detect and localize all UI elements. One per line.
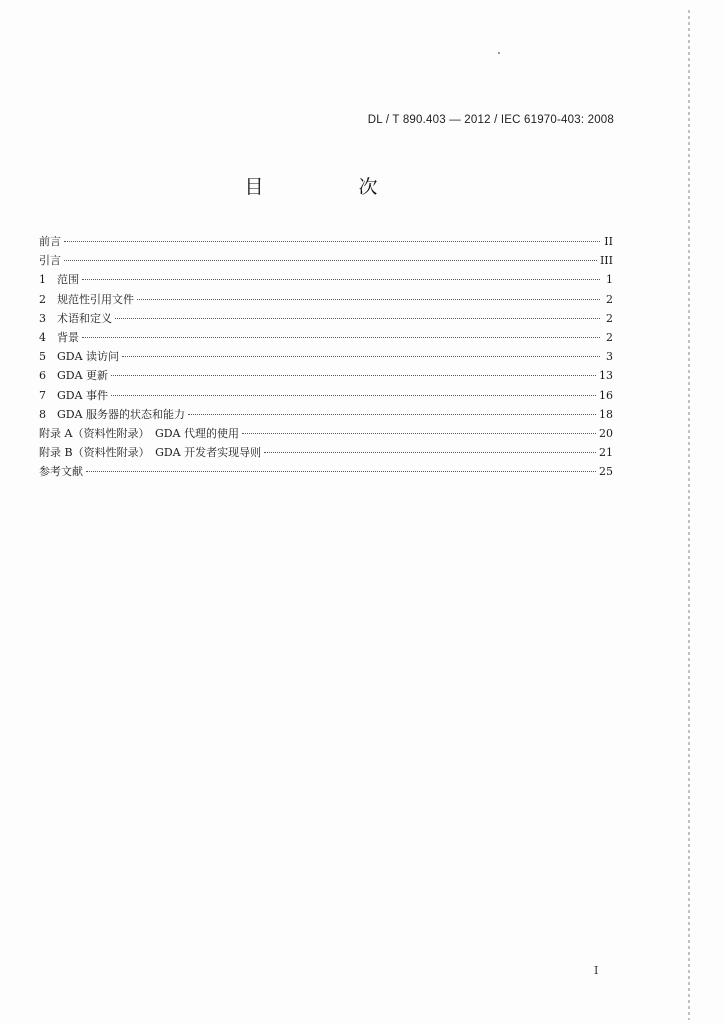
toc-entry-page: 18	[599, 407, 613, 421]
toc-entry-label: 引言	[39, 254, 61, 268]
dot-leader	[188, 414, 596, 415]
toc-entry-page: 20	[599, 426, 613, 440]
toc-entry-page: 2	[606, 330, 613, 344]
toc-entry-number: 6	[39, 369, 46, 383]
dot-leader	[64, 241, 600, 242]
dot-leader	[86, 471, 596, 472]
toc-entry-background[interactable]	[39, 328, 613, 347]
dot-leader	[111, 395, 596, 396]
toc-entry-label: GDA 读访问	[57, 350, 120, 364]
toc-entry-label: 术语和定义	[57, 311, 112, 325]
toc-entry-page: II	[604, 235, 613, 248]
toc-entry-page: III	[599, 254, 613, 268]
toc-entry-gda-read-access[interactable]	[39, 347, 613, 366]
toc-entry-introduction[interactable]	[39, 251, 613, 270]
scan-speck	[498, 52, 500, 54]
toc-entry-number: 3	[39, 311, 46, 325]
toc-entry-page: 1	[606, 273, 613, 287]
toc-entry-number: 1	[39, 273, 46, 287]
dot-leader	[82, 337, 600, 338]
toc-entry-terms-definitions[interactable]	[39, 309, 613, 328]
toc-entry-appendix-b[interactable]	[39, 443, 613, 462]
standard-code-header: DL / T 890.403 — 2012 / IEC 61970-403: 2008	[367, 114, 614, 126]
toc-entry-label: GDA 更新	[57, 369, 109, 383]
toc-entry-page: 13	[599, 369, 613, 383]
toc-entry-appendix-a[interactable]	[39, 424, 613, 443]
toc-entry-page: 25	[599, 465, 613, 479]
dot-leader	[264, 452, 596, 453]
dot-leader	[242, 433, 596, 434]
toc-entry-number: 7	[39, 388, 46, 402]
toc-entry-label: 背景	[57, 330, 79, 344]
toc-entry-number: 5	[39, 350, 46, 364]
toc-entry-normative-references[interactable]	[39, 290, 613, 309]
toc-entry-scope[interactable]	[39, 270, 613, 289]
page-number: I	[594, 964, 599, 977]
toc-entry-number: 4	[39, 330, 46, 344]
toc-entry-label: 附录 B（资料性附录） GDA 开发者实现导则	[39, 446, 262, 460]
toc-entry-page: 21	[599, 446, 613, 460]
dot-leader	[122, 356, 600, 357]
toc-entry-label: 附录 A（资料性附录） GDA 代理的使用	[39, 426, 239, 440]
dot-leader	[115, 318, 600, 319]
toc-entry-label: GDA 事件	[57, 388, 109, 402]
toc-entry-label: 参考文献	[39, 465, 83, 479]
dot-leader	[82, 279, 600, 280]
toc-entry-preface[interactable]	[39, 232, 613, 251]
toc-title: 目 次	[244, 176, 416, 198]
toc-entry-page: 2	[606, 311, 613, 325]
toc-entry-number: 2	[39, 292, 46, 306]
table-of-contents	[39, 232, 613, 481]
dot-leader	[111, 375, 596, 376]
toc-entry-label: 前言	[39, 235, 61, 248]
toc-entry-page: 3	[606, 350, 613, 364]
toc-entry-label: 范围	[57, 273, 79, 287]
toc-entry-bibliography[interactable]	[39, 462, 613, 481]
toc-entry-label: 规范性引用文件	[57, 292, 134, 306]
dot-leader	[64, 260, 597, 261]
dot-leader	[137, 299, 600, 300]
toc-entry-gda-update[interactable]	[39, 366, 613, 385]
toc-entry-label: GDA 服务器的状态和能力	[57, 407, 186, 421]
toc-entry-gda-events[interactable]	[39, 386, 613, 405]
toc-entry-number: 8	[39, 407, 46, 421]
toc-entry-page: 2	[606, 292, 613, 306]
toc-entry-gda-server-status[interactable]	[39, 405, 613, 424]
toc-entry-page: 16	[599, 388, 613, 402]
scan-edge-line	[688, 10, 690, 1020]
